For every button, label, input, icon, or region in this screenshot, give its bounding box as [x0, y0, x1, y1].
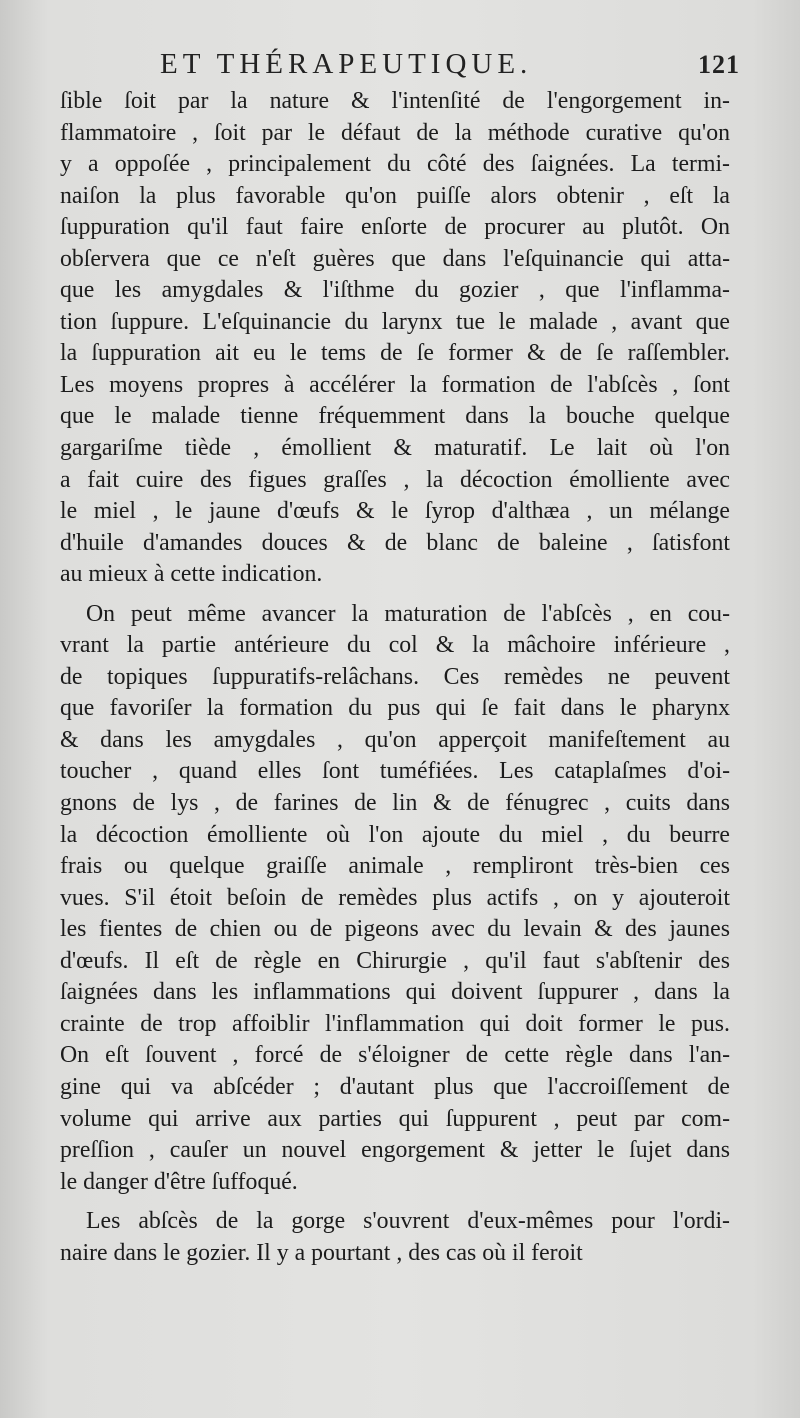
paragraph: [60, 1206, 730, 1269]
running-head: ET THÉRAPEUTIQUE.: [160, 48, 533, 80]
text-line: ſaignées dans les inflammations qui doivent ſuppurer , dans la: [60, 979, 730, 1006]
text-line: ſuppuration qu'il faut faire enſorte de procurer au plutôt. On: [60, 214, 730, 241]
text-line: flammatoire , ſoit par le défaut de la méthode curative qu'on: [60, 119, 730, 146]
text-line: obſervera que ce n'eſt guères que dans l'eſquinancie qui atta-: [60, 245, 730, 272]
page-header: [60, 48, 740, 82]
text-line: de topiques ſuppuratifs-relâchans. Ces remèdes ne peuvent: [60, 663, 730, 690]
text-line: On eſt ſouvent , forcé de s'éloigner de cette règle dans l'an-: [60, 1042, 730, 1069]
text-line: toucher , quand elles ſont tuméfiées. Les cataplaſmes d'oi-: [60, 758, 730, 785]
text-line: gine qui va abſcéder ; d'autant plus que l'accroiſſement de: [60, 1073, 730, 1100]
body-text: [60, 86, 730, 1269]
text-line: d'œufs. Il eſt de règle en Chirurgie , qu'il faut s'abſtenir des: [60, 947, 730, 974]
text-line: tion ſuppure. L'eſquinancie du larynx tue le malade , avant que: [60, 308, 730, 335]
text-line: le danger d'être ſuffoqué.: [60, 1168, 298, 1195]
text-line: la décoction émolliente où l'on ajoute du miel , du beurre: [60, 821, 730, 848]
text-line: naiſon la plus favorable qu'on puiſſe alors obtenir , eſt la: [60, 182, 730, 209]
text-line: le miel , le jaune d'œufs & le ſyrop d'althæa , un mélange: [60, 498, 730, 525]
paragraph: [60, 86, 730, 591]
text-line: a fait cuire des figues graſſes , la décoction émolliente avec: [60, 466, 730, 493]
text-line: & dans les amygdales , qu'on apperçoit manifeſtement au: [60, 726, 730, 753]
text-line: la ſuppuration ait eu le tems de ſe former & de ſe raſſembler.: [60, 340, 730, 367]
paragraph: [60, 599, 730, 1198]
text-line: que le malade tienne fréquemment dans la bouche quelque: [60, 403, 730, 430]
text-line: Les moyens propres à accélérer la formation de l'abſcès , ſont: [60, 371, 730, 398]
text-line: gargariſme tiède , émollient & maturatif. Le lait où l'on: [60, 435, 730, 462]
text-line: naire dans le gozier. Il y a pourtant , des cas où il feroit: [60, 1239, 583, 1266]
text-line: y a oppoſée , principalement du côté des ſaignées. La termi-: [60, 151, 730, 178]
text-line: volume qui arrive aux parties qui ſuppurent , peut par com-: [60, 1105, 730, 1132]
paragraph-gap: [60, 591, 730, 599]
text-line: d'huile d'amandes douces & de blanc de baleine , ſatisfont: [60, 529, 730, 556]
text-line: vues. S'il étoit beſoin de remèdes plus actifs , on y ajouteroit: [60, 884, 730, 911]
text-line: crainte de trop affoiblir l'inflammation qui doit former le pus.: [60, 1010, 730, 1037]
page-number: 121: [698, 50, 740, 79]
text-line: ſible ſoit par la nature & l'intenſité de l'engorgement in-: [60, 88, 730, 114]
text-line: preſſion , cauſer un nouvel engorgement & jetter le ſujet dans: [60, 1137, 730, 1164]
text-line: vrant la partie antérieure du col & la mâchoire inférieure ,: [60, 632, 730, 659]
paragraph-gap: [60, 1198, 730, 1206]
text-line: que favoriſer la formation du pus qui ſe fait dans le pharynx: [60, 695, 730, 722]
text-line: On peut même avancer la maturation de l'abſcès , en cou-: [86, 600, 730, 627]
text-line: au mieux à cette indication.: [60, 561, 323, 588]
text-line: que les amygdales & l'iſthme du gozier , que l'inflamma-: [60, 277, 730, 304]
text-line: gnons de lys , de farines de lin & de fénugrec , cuits dans: [60, 790, 730, 817]
text-line: frais ou quelque graiſſe animale , rempliront très-bien ces: [60, 853, 730, 880]
text-line: Les abſcès de la gorge s'ouvrent d'eux-mêmes pour l'ordi-: [86, 1208, 730, 1235]
text-line: les fientes de chien ou de pigeons avec du levain & des jaunes: [60, 916, 730, 943]
